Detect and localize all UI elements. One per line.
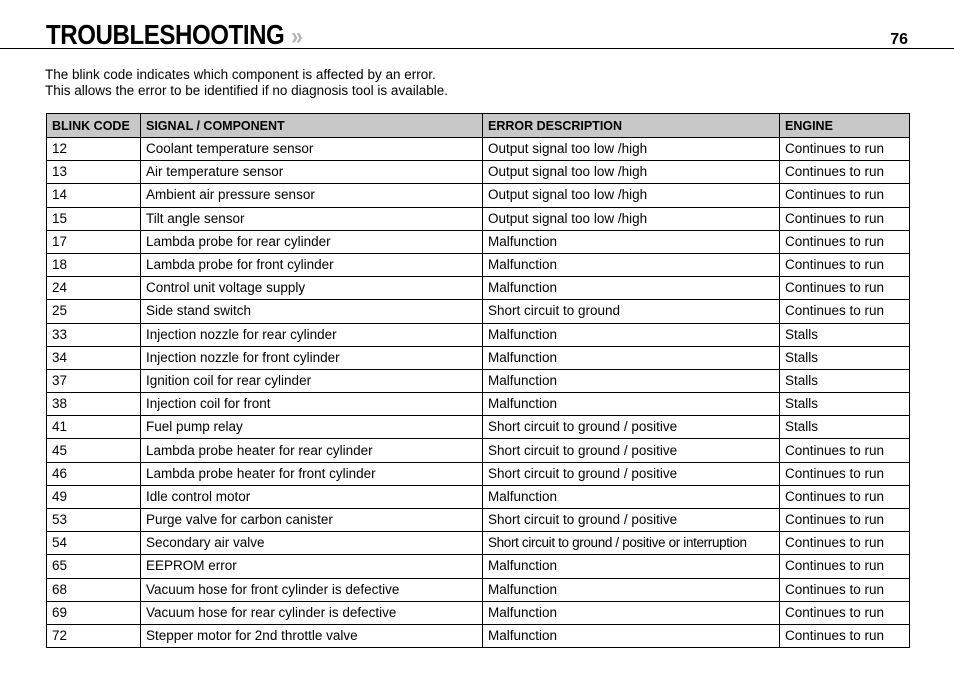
table-row bbox=[47, 393, 910, 416]
error-description-cell: Malfunction bbox=[483, 393, 780, 416]
error-description-cell: Malfunction bbox=[483, 578, 780, 601]
engine-cell: Continues to run bbox=[780, 601, 910, 624]
engine-cell: Continues to run bbox=[780, 509, 910, 532]
component-cell: Side stand switch bbox=[141, 300, 483, 323]
error-description-cell: Malfunction bbox=[483, 555, 780, 578]
error-description-cell: Malfunction bbox=[483, 369, 780, 392]
engine-cell: Continues to run bbox=[780, 161, 910, 184]
error-description-cell: Output signal too low /high bbox=[483, 161, 780, 184]
engine-cell: Continues to run bbox=[780, 555, 910, 578]
error-description-cell: Short circuit to ground / positive bbox=[483, 462, 780, 485]
error-description-cell: Malfunction bbox=[483, 323, 780, 346]
blink-code-cell: 38 bbox=[47, 393, 141, 416]
component-cell: Tilt angle sensor bbox=[141, 207, 483, 230]
error-description-cell: Malfunction bbox=[483, 485, 780, 508]
engine-cell: Stalls bbox=[780, 416, 910, 439]
blink-code-cell: 14 bbox=[47, 184, 141, 207]
table-row bbox=[47, 207, 910, 230]
page-number: 76 bbox=[890, 31, 908, 48]
table-row bbox=[47, 346, 910, 369]
engine-cell: Continues to run bbox=[780, 230, 910, 253]
table-row bbox=[47, 323, 910, 346]
error-description-cell: Malfunction bbox=[483, 253, 780, 276]
table-row bbox=[47, 184, 910, 207]
blink-code-cell: 15 bbox=[47, 207, 141, 230]
page-title bbox=[46, 19, 301, 53]
blink-code-cell: 18 bbox=[47, 253, 141, 276]
table-row bbox=[47, 439, 910, 462]
header-signal-component: SIGNAL / COMPONENT bbox=[141, 114, 483, 138]
blink-code-table bbox=[46, 113, 910, 648]
component-cell: Control unit voltage supply bbox=[141, 277, 483, 300]
engine-cell: Stalls bbox=[780, 369, 910, 392]
table-row bbox=[47, 161, 910, 184]
engine-cell: Continues to run bbox=[780, 439, 910, 462]
intro-line-1: The blink code indicates which component is affected by an error. bbox=[45, 67, 436, 82]
component-cell: Vacuum hose for rear cylinder is defective bbox=[141, 601, 483, 624]
component-cell: Injection nozzle for front cylinder bbox=[141, 346, 483, 369]
component-cell: Purge valve for carbon canister bbox=[141, 509, 483, 532]
component-cell: Stepper motor for 2nd throttle valve bbox=[141, 624, 483, 647]
header-engine: ENGINE bbox=[780, 114, 910, 138]
engine-cell: Continues to run bbox=[780, 253, 910, 276]
engine-cell: Continues to run bbox=[780, 485, 910, 508]
blink-code-cell: 53 bbox=[47, 509, 141, 532]
engine-cell: Stalls bbox=[780, 323, 910, 346]
blink-code-cell: 17 bbox=[47, 230, 141, 253]
engine-cell: Continues to run bbox=[780, 277, 910, 300]
intro-line-2: This allows the error to be identified if no diagnosis tool is available. bbox=[45, 83, 448, 98]
blink-code-cell: 34 bbox=[47, 346, 141, 369]
page-title-text: TROUBLESHOOTING bbox=[46, 19, 285, 50]
component-cell: Vacuum hose for front cylinder is defective bbox=[141, 578, 483, 601]
error-description-cell: Short circuit to ground / positive bbox=[483, 439, 780, 462]
table-row bbox=[47, 532, 910, 555]
table-row bbox=[47, 555, 910, 578]
blink-code-cell: 33 bbox=[47, 323, 141, 346]
engine-cell: Continues to run bbox=[780, 578, 910, 601]
blink-code-cell: 25 bbox=[47, 300, 141, 323]
page-header bbox=[0, 0, 954, 49]
blink-code-cell: 24 bbox=[47, 277, 141, 300]
blink-code-cell: 46 bbox=[47, 462, 141, 485]
table-header bbox=[47, 114, 910, 138]
component-cell: Lambda probe heater for front cylinder bbox=[141, 462, 483, 485]
component-cell: Ambient air pressure sensor bbox=[141, 184, 483, 207]
table-row bbox=[47, 624, 910, 647]
component-cell: Injection coil for front bbox=[141, 393, 483, 416]
error-description-cell: Malfunction bbox=[483, 277, 780, 300]
blink-code-cell: 54 bbox=[47, 532, 141, 555]
blink-code-cell: 12 bbox=[47, 138, 141, 161]
table-row bbox=[47, 138, 910, 161]
component-cell: Secondary air valve bbox=[141, 532, 483, 555]
blink-code-cell: 13 bbox=[47, 161, 141, 184]
blink-code-cell: 45 bbox=[47, 439, 141, 462]
blink-code-cell: 72 bbox=[47, 624, 141, 647]
error-description-cell: Output signal too low /high bbox=[483, 138, 780, 161]
table-row bbox=[47, 485, 910, 508]
component-cell: Injection nozzle for rear cylinder bbox=[141, 323, 483, 346]
engine-cell: Stalls bbox=[780, 393, 910, 416]
header-blink-code: BLINK CODE bbox=[47, 114, 141, 138]
table-row bbox=[47, 369, 910, 392]
component-cell: Air temperature sensor bbox=[141, 161, 483, 184]
component-cell: Coolant temperature sensor bbox=[141, 138, 483, 161]
engine-cell: Continues to run bbox=[780, 624, 910, 647]
error-description-cell: Short circuit to ground bbox=[483, 300, 780, 323]
table-row bbox=[47, 509, 910, 532]
table-row bbox=[47, 416, 910, 439]
error-description-cell: Short circuit to ground / positive bbox=[483, 416, 780, 439]
table-row bbox=[47, 253, 910, 276]
error-description-cell: Malfunction bbox=[483, 230, 780, 253]
component-cell: Idle control motor bbox=[141, 485, 483, 508]
error-description-cell: Output signal too low /high bbox=[483, 184, 780, 207]
blink-code-cell: 65 bbox=[47, 555, 141, 578]
table-row bbox=[47, 578, 910, 601]
component-cell: Lambda probe for front cylinder bbox=[141, 253, 483, 276]
table-row bbox=[47, 300, 910, 323]
error-description-cell: Output signal too low /high bbox=[483, 207, 780, 230]
blink-code-cell: 41 bbox=[47, 416, 141, 439]
error-description-cell: Short circuit to ground / positive bbox=[483, 509, 780, 532]
engine-cell: Continues to run bbox=[780, 207, 910, 230]
engine-cell: Continues to run bbox=[780, 184, 910, 207]
blink-code-cell: 69 bbox=[47, 601, 141, 624]
table-row bbox=[47, 277, 910, 300]
component-cell: Ignition coil for rear cylinder bbox=[141, 369, 483, 392]
table-row bbox=[47, 462, 910, 485]
table-header-row bbox=[47, 114, 910, 138]
engine-cell: Continues to run bbox=[780, 300, 910, 323]
component-cell: EEPROM error bbox=[141, 555, 483, 578]
header-error-description: ERROR DESCRIPTION bbox=[483, 114, 780, 138]
table-body bbox=[47, 138, 910, 648]
table-row bbox=[47, 601, 910, 624]
blink-code-cell: 68 bbox=[47, 578, 141, 601]
table-row bbox=[47, 230, 910, 253]
component-cell: Lambda probe for rear cylinder bbox=[141, 230, 483, 253]
error-description-cell: Short circuit to ground / positive or interruption bbox=[483, 532, 780, 555]
chevron-icon: » bbox=[291, 23, 302, 50]
engine-cell: Continues to run bbox=[780, 138, 910, 161]
error-description-cell: Malfunction bbox=[483, 346, 780, 369]
engine-cell: Continues to run bbox=[780, 532, 910, 555]
engine-cell: Stalls bbox=[780, 346, 910, 369]
component-cell: Lambda probe heater for rear cylinder bbox=[141, 439, 483, 462]
blink-code-cell: 37 bbox=[47, 369, 141, 392]
engine-cell: Continues to run bbox=[780, 462, 910, 485]
error-description-cell: Malfunction bbox=[483, 624, 780, 647]
component-cell: Fuel pump relay bbox=[141, 416, 483, 439]
blink-code-cell: 49 bbox=[47, 485, 141, 508]
intro-text bbox=[45, 67, 448, 99]
error-description-cell: Malfunction bbox=[483, 601, 780, 624]
